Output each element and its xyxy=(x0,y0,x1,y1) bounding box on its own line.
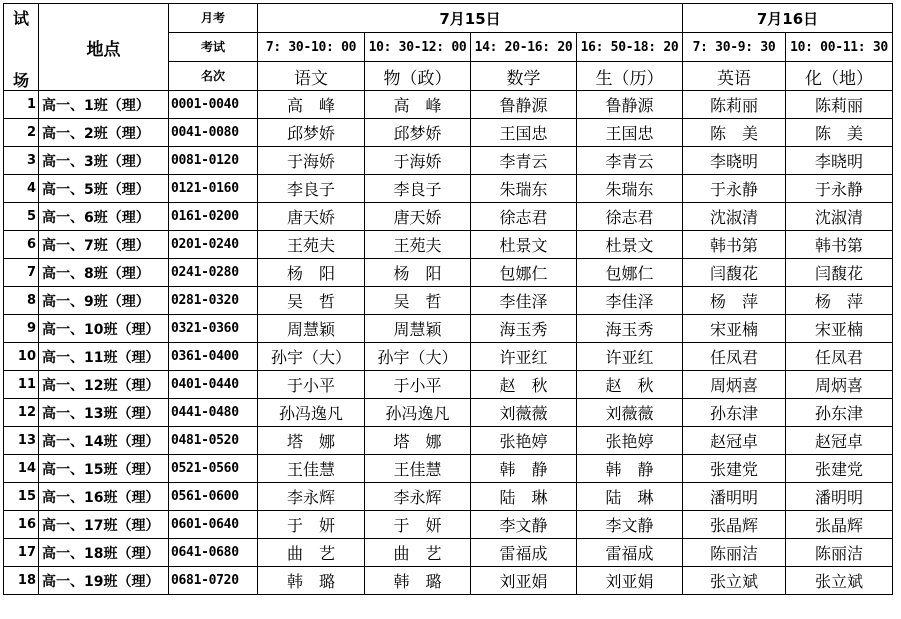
proctor-cell: 包娜仁 xyxy=(577,259,683,287)
table-row xyxy=(4,483,893,511)
proctor-cell: 孙东津 xyxy=(683,399,786,427)
proctor-cell: 雷福成 xyxy=(577,539,683,567)
subject-header-3: 生（历） xyxy=(577,62,683,91)
location-cell: 高一、16班（理） xyxy=(39,483,169,511)
proctor-cell: 张建党 xyxy=(786,455,893,483)
room-number-cell: 2 xyxy=(4,119,39,147)
proctor-cell: 海玉秀 xyxy=(471,315,577,343)
proctor-cell: 陆 琳 xyxy=(577,483,683,511)
table-body xyxy=(4,4,893,595)
proctor-cell: 陈 美 xyxy=(786,119,893,147)
proctor-cell: 许亚红 xyxy=(577,343,683,371)
proctor-cell: 张艳婷 xyxy=(577,427,683,455)
location-cell: 高一、19班（理） xyxy=(39,567,169,595)
proctor-cell: 刘亚娟 xyxy=(471,567,577,595)
proctor-cell: 李佳泽 xyxy=(577,287,683,315)
room-number-cell: 8 xyxy=(4,287,39,315)
table-row xyxy=(4,455,893,483)
rank-range-cell: 0681-0720 xyxy=(169,567,258,595)
rank-range-cell: 0401-0440 xyxy=(169,371,258,399)
proctor-cell: 闫馥花 xyxy=(683,259,786,287)
proctor-cell: 刘薇薇 xyxy=(471,399,577,427)
rank-range-cell: 0561-0600 xyxy=(169,483,258,511)
proctor-cell: 李文静 xyxy=(471,511,577,539)
proctor-cell: 韩 静 xyxy=(471,455,577,483)
subject-header-5: 化（地） xyxy=(786,62,893,91)
proctor-cell: 赵 秋 xyxy=(577,371,683,399)
proctor-cell: 潘明明 xyxy=(683,483,786,511)
code-header-line2: 考试 xyxy=(169,33,258,62)
proctor-cell: 许亚红 xyxy=(471,343,577,371)
table-row xyxy=(4,343,893,371)
table-row xyxy=(4,259,893,287)
table-row xyxy=(4,203,893,231)
rank-range-cell: 0001-0040 xyxy=(169,91,258,119)
room-number-cell: 12 xyxy=(4,399,39,427)
location-cell: 高一、11班（理） xyxy=(39,343,169,371)
proctor-cell: 朱瑞东 xyxy=(471,175,577,203)
proctor-cell: 张立斌 xyxy=(786,567,893,595)
proctor-cell: 杨 萍 xyxy=(683,287,786,315)
proctor-cell: 沈淑清 xyxy=(786,203,893,231)
code-header-line3: 名次 xyxy=(169,62,258,91)
proctor-cell: 李晓明 xyxy=(683,147,786,175)
table-row xyxy=(4,147,893,175)
room-header-top: 试 xyxy=(13,9,30,28)
proctor-cell: 朱瑞东 xyxy=(577,175,683,203)
proctor-cell: 杨 阳 xyxy=(365,259,471,287)
proctor-cell: 吴 哲 xyxy=(365,287,471,315)
proctor-cell: 孙冯逸凡 xyxy=(365,399,471,427)
proctor-cell: 于小平 xyxy=(258,371,365,399)
table-row xyxy=(4,399,893,427)
proctor-cell: 沈淑清 xyxy=(683,203,786,231)
room-number-cell: 18 xyxy=(4,567,39,595)
proctor-cell: 于永静 xyxy=(683,175,786,203)
proctor-cell: 雷福成 xyxy=(471,539,577,567)
rank-range-cell: 0521-0560 xyxy=(169,455,258,483)
code-header-line1: 月考 xyxy=(169,4,258,33)
proctor-cell: 陆 琳 xyxy=(471,483,577,511)
proctor-cell: 杨 萍 xyxy=(786,287,893,315)
rank-range-cell: 0041-0080 xyxy=(169,119,258,147)
proctor-cell: 陈丽洁 xyxy=(786,539,893,567)
location-cell: 高一、5班（理） xyxy=(39,175,169,203)
proctor-cell: 潘明明 xyxy=(786,483,893,511)
rank-range-cell: 0241-0280 xyxy=(169,259,258,287)
room-number-cell: 4 xyxy=(4,175,39,203)
proctor-cell: 周炳喜 xyxy=(683,371,786,399)
proctor-cell: 唐天娇 xyxy=(365,203,471,231)
proctor-cell: 张晶辉 xyxy=(786,511,893,539)
subject-header-1: 物（政） xyxy=(365,62,471,91)
header-row-dates xyxy=(4,4,893,33)
proctor-cell: 赵冠卓 xyxy=(786,427,893,455)
proctor-cell: 韩书第 xyxy=(786,231,893,259)
room-number-cell: 11 xyxy=(4,371,39,399)
proctor-cell: 张晶辉 xyxy=(683,511,786,539)
proctor-cell: 刘薇薇 xyxy=(577,399,683,427)
table-row xyxy=(4,315,893,343)
room-number-cell: 7 xyxy=(4,259,39,287)
proctor-cell: 陈莉丽 xyxy=(786,91,893,119)
date-header-1: 7月16日 xyxy=(683,4,893,33)
proctor-cell: 邱梦娇 xyxy=(365,119,471,147)
proctor-cell: 周炳喜 xyxy=(786,371,893,399)
proctor-cell: 塔 娜 xyxy=(258,427,365,455)
room-number-cell: 9 xyxy=(4,315,39,343)
proctor-cell: 陈莉丽 xyxy=(683,91,786,119)
location-cell: 高一、18班（理） xyxy=(39,539,169,567)
proctor-cell: 高 峰 xyxy=(258,91,365,119)
rank-range-cell: 0441-0480 xyxy=(169,399,258,427)
proctor-cell: 徐志君 xyxy=(471,203,577,231)
time-header-5: 10: 00-11: 30 xyxy=(786,33,893,62)
proctor-cell: 宋亚楠 xyxy=(683,315,786,343)
proctor-cell: 李良子 xyxy=(258,175,365,203)
proctor-cell: 孙宇（大） xyxy=(258,343,365,371)
time-header-2: 14: 20-16: 20 xyxy=(471,33,577,62)
proctor-cell: 韩 璐 xyxy=(258,567,365,595)
proctor-cell: 李永辉 xyxy=(365,483,471,511)
proctor-cell: 王佳慧 xyxy=(258,455,365,483)
proctor-cell: 邱梦娇 xyxy=(258,119,365,147)
proctor-cell: 李良子 xyxy=(365,175,471,203)
proctor-cell: 于小平 xyxy=(365,371,471,399)
proctor-cell: 唐天娇 xyxy=(258,203,365,231)
proctor-cell: 周慧颖 xyxy=(258,315,365,343)
room-number-cell: 3 xyxy=(4,147,39,175)
location-cell: 高一、15班（理） xyxy=(39,455,169,483)
proctor-cell: 王国忠 xyxy=(577,119,683,147)
proctor-cell: 韩 静 xyxy=(577,455,683,483)
proctor-cell: 曲 艺 xyxy=(258,539,365,567)
rank-range-cell: 0361-0400 xyxy=(169,343,258,371)
proctor-cell: 赵 秋 xyxy=(471,371,577,399)
proctor-cell: 包娜仁 xyxy=(471,259,577,287)
proctor-cell: 杨 阳 xyxy=(258,259,365,287)
subject-header-2: 数学 xyxy=(471,62,577,91)
proctor-cell: 徐志君 xyxy=(577,203,683,231)
room-number-cell: 15 xyxy=(4,483,39,511)
room-number-cell: 1 xyxy=(4,91,39,119)
table-row xyxy=(4,91,893,119)
exam-proctor-table xyxy=(3,3,893,595)
room-number-cell: 6 xyxy=(4,231,39,259)
proctor-cell: 陈 美 xyxy=(683,119,786,147)
proctor-cell: 于永静 xyxy=(786,175,893,203)
proctor-cell: 于海娇 xyxy=(365,147,471,175)
location-cell: 高一、12班（理） xyxy=(39,371,169,399)
location-cell: 高一、7班（理） xyxy=(39,231,169,259)
proctor-cell: 鲁静源 xyxy=(577,91,683,119)
location-cell: 高一、17班（理） xyxy=(39,511,169,539)
rank-range-cell: 0161-0200 xyxy=(169,203,258,231)
location-cell: 高一、1班（理） xyxy=(39,91,169,119)
proctor-cell: 李晓明 xyxy=(786,147,893,175)
proctor-cell: 于 妍 xyxy=(365,511,471,539)
proctor-cell: 李佳泽 xyxy=(471,287,577,315)
proctor-cell: 赵冠卓 xyxy=(683,427,786,455)
proctor-cell: 王苑夫 xyxy=(365,231,471,259)
proctor-cell: 韩书第 xyxy=(683,231,786,259)
proctor-cell: 韩 璐 xyxy=(365,567,471,595)
proctor-cell: 周慧颖 xyxy=(365,315,471,343)
location-cell: 高一、6班（理） xyxy=(39,203,169,231)
table-row xyxy=(4,427,893,455)
proctor-cell: 孙东津 xyxy=(786,399,893,427)
proctor-cell: 海玉秀 xyxy=(577,315,683,343)
rank-range-cell: 0081-0120 xyxy=(169,147,258,175)
rank-range-cell: 0121-0160 xyxy=(169,175,258,203)
proctor-cell: 吴 哲 xyxy=(258,287,365,315)
proctor-cell: 宋亚楠 xyxy=(786,315,893,343)
table-row xyxy=(4,175,893,203)
room-number-cell: 14 xyxy=(4,455,39,483)
proctor-cell: 杜景文 xyxy=(577,231,683,259)
room-header-bottom: 场 xyxy=(13,71,30,90)
proctor-cell: 刘亚娟 xyxy=(577,567,683,595)
location-cell: 高一、2班（理） xyxy=(39,119,169,147)
proctor-cell: 李青云 xyxy=(577,147,683,175)
location-cell: 高一、9班（理） xyxy=(39,287,169,315)
room-number-cell: 17 xyxy=(4,539,39,567)
table-row xyxy=(4,511,893,539)
time-header-0: 7: 30-10: 00 xyxy=(258,33,365,62)
time-header-1: 10: 30-12: 00 xyxy=(365,33,471,62)
proctor-cell: 王国忠 xyxy=(471,119,577,147)
room-number-cell: 16 xyxy=(4,511,39,539)
location-cell: 高一、3班（理） xyxy=(39,147,169,175)
subject-header-4: 英语 xyxy=(683,62,786,91)
room-number-cell: 10 xyxy=(4,343,39,371)
proctor-cell: 曲 艺 xyxy=(365,539,471,567)
table-row xyxy=(4,539,893,567)
table-row xyxy=(4,287,893,315)
table-row xyxy=(4,231,893,259)
proctor-cell: 杜景文 xyxy=(471,231,577,259)
location-cell: 高一、8班（理） xyxy=(39,259,169,287)
proctor-cell: 孙冯逸凡 xyxy=(258,399,365,427)
proctor-cell: 塔 娜 xyxy=(365,427,471,455)
proctor-cell: 王苑夫 xyxy=(258,231,365,259)
rank-range-cell: 0601-0640 xyxy=(169,511,258,539)
proctor-cell: 鲁静源 xyxy=(471,91,577,119)
proctor-cell: 任凤君 xyxy=(786,343,893,371)
rank-range-cell: 0201-0240 xyxy=(169,231,258,259)
rank-range-cell: 0281-0320 xyxy=(169,287,258,315)
proctor-cell: 孙宇（大） xyxy=(365,343,471,371)
proctor-cell: 张立斌 xyxy=(683,567,786,595)
proctor-cell: 李文静 xyxy=(577,511,683,539)
proctor-cell: 高 峰 xyxy=(365,91,471,119)
room-number-cell: 13 xyxy=(4,427,39,455)
date-header-0: 7月15日 xyxy=(258,4,683,33)
room-header-cell xyxy=(4,4,39,91)
time-header-3: 16: 50-18: 20 xyxy=(577,33,683,62)
proctor-cell: 王佳慧 xyxy=(365,455,471,483)
location-header: 地点 xyxy=(39,4,169,91)
proctor-cell: 闫馥花 xyxy=(786,259,893,287)
time-header-4: 7: 30-9: 30 xyxy=(683,33,786,62)
proctor-cell: 李青云 xyxy=(471,147,577,175)
location-cell: 高一、13班（理） xyxy=(39,399,169,427)
table-row xyxy=(4,119,893,147)
table-row xyxy=(4,371,893,399)
rank-range-cell: 0641-0680 xyxy=(169,539,258,567)
rank-range-cell: 0321-0360 xyxy=(169,315,258,343)
proctor-cell: 于海娇 xyxy=(258,147,365,175)
room-number-cell: 5 xyxy=(4,203,39,231)
location-cell: 高一、10班（理） xyxy=(39,315,169,343)
subject-header-0: 语文 xyxy=(258,62,365,91)
table-row xyxy=(4,567,893,595)
rank-range-cell: 0481-0520 xyxy=(169,427,258,455)
proctor-cell: 李永辉 xyxy=(258,483,365,511)
proctor-cell: 陈丽洁 xyxy=(683,539,786,567)
proctor-cell: 于 妍 xyxy=(258,511,365,539)
location-cell: 高一、14班（理） xyxy=(39,427,169,455)
proctor-cell: 张艳婷 xyxy=(471,427,577,455)
proctor-cell: 任凤君 xyxy=(683,343,786,371)
proctor-cell: 张建党 xyxy=(683,455,786,483)
